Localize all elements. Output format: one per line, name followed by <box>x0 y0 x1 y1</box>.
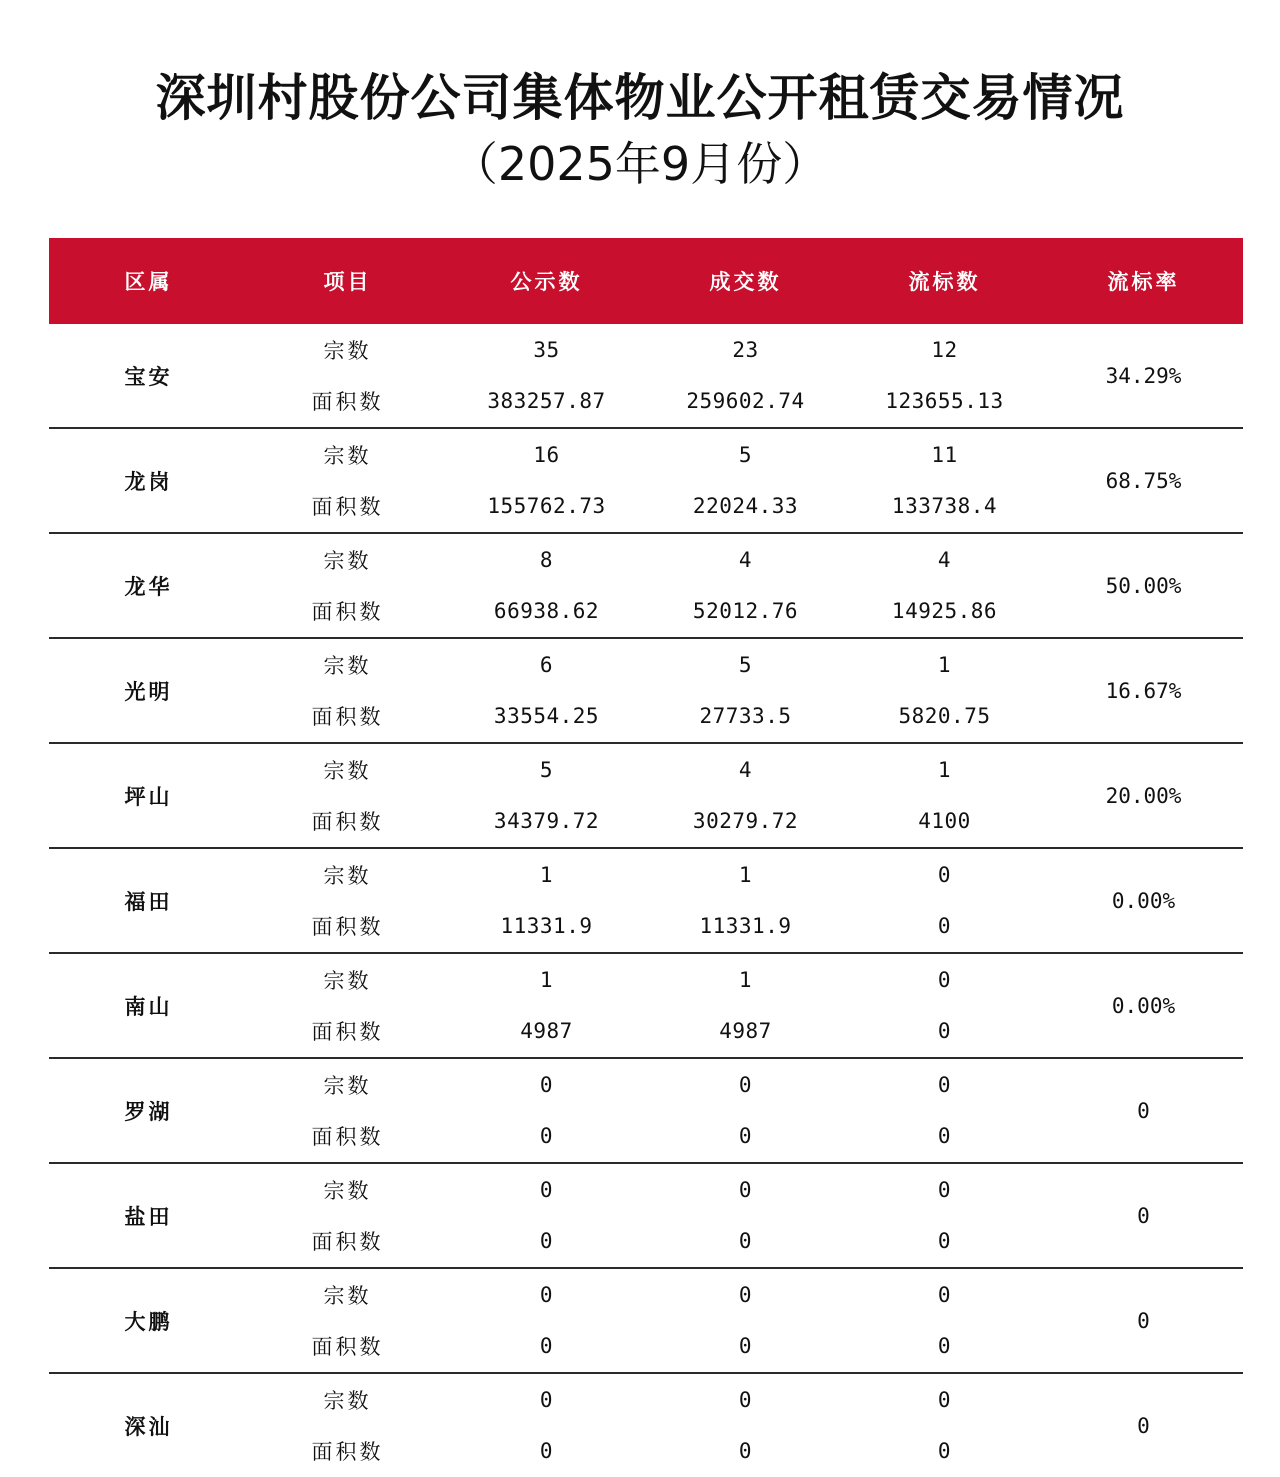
count-label: 宗数 <box>248 1175 447 1205</box>
area-failed-cell: 14925.86 <box>845 599 1044 623</box>
area-subrow <box>248 586 1044 638</box>
count-label: 宗数 <box>248 965 447 995</box>
count-label: 宗数 <box>248 1280 447 1310</box>
table-row <box>49 744 1243 849</box>
area-closed-cell: 259602.74 <box>646 389 845 413</box>
area-published-cell: 11331.9 <box>447 914 646 938</box>
area-subrow <box>248 1006 1044 1058</box>
count-label: 宗数 <box>248 860 447 890</box>
failure-rate-cell: 50.00% <box>1044 534 1243 637</box>
area-subrow <box>248 1216 1044 1268</box>
area-label: 面积数 <box>248 701 447 731</box>
area-failed-cell: 0 <box>845 1019 1044 1043</box>
header-published: 公示数 <box>447 266 646 296</box>
district-cell: 龙岗 <box>49 429 248 532</box>
area-failed-cell: 4100 <box>845 809 1044 833</box>
district-cell: 光明 <box>49 639 248 742</box>
count-failed-cell: 1 <box>845 758 1044 782</box>
count-subrow <box>248 639 1044 691</box>
count-closed-cell: 1 <box>646 968 845 992</box>
table-row <box>49 429 1243 534</box>
count-failed-cell: 0 <box>845 1283 1044 1307</box>
page-subtitle: （2025年9月份） <box>0 132 1280 196</box>
area-failed-cell: 0 <box>845 1334 1044 1358</box>
area-failed-cell: 0 <box>845 1439 1044 1463</box>
header-failed: 流标数 <box>845 266 1044 296</box>
count-subrow <box>248 954 1044 1006</box>
area-published-cell: 66938.62 <box>447 599 646 623</box>
count-closed-cell: 4 <box>646 758 845 782</box>
count-failed-cell: 0 <box>845 1388 1044 1412</box>
count-subrow <box>248 1059 1044 1111</box>
count-closed-cell: 4 <box>646 548 845 572</box>
failure-rate-cell: 0 <box>1044 1269 1243 1372</box>
district-cell: 龙华 <box>49 534 248 637</box>
table-row <box>49 324 1243 429</box>
count-failed-cell: 0 <box>845 863 1044 887</box>
area-failed-cell: 123655.13 <box>845 389 1044 413</box>
failure-rate-cell: 0 <box>1044 1164 1243 1267</box>
district-cell: 宝安 <box>49 324 248 427</box>
failure-rate-cell: 0.00% <box>1044 849 1243 952</box>
count-failed-cell: 1 <box>845 653 1044 677</box>
area-subrow <box>248 691 1044 743</box>
count-subrow <box>248 1374 1044 1426</box>
count-published-cell: 0 <box>447 1073 646 1097</box>
area-closed-cell: 30279.72 <box>646 809 845 833</box>
count-closed-cell: 0 <box>646 1178 845 1202</box>
count-subrow <box>248 849 1044 901</box>
count-closed-cell: 0 <box>646 1283 845 1307</box>
area-label: 面积数 <box>248 386 447 416</box>
rental-transaction-table <box>49 238 1243 1477</box>
count-closed-cell: 0 <box>646 1073 845 1097</box>
count-published-cell: 5 <box>447 758 646 782</box>
area-published-cell: 0 <box>447 1124 646 1148</box>
count-label: 宗数 <box>248 440 447 470</box>
table-row <box>49 534 1243 639</box>
area-label: 面积数 <box>248 1226 447 1256</box>
table-row <box>49 849 1243 954</box>
area-published-cell: 34379.72 <box>447 809 646 833</box>
page-title: 深圳村股份公司集体物业公开租赁交易情况 <box>0 60 1280 136</box>
failure-rate-cell: 20.00% <box>1044 744 1243 847</box>
area-subrow <box>248 901 1044 953</box>
area-label: 面积数 <box>248 911 447 941</box>
area-subrow <box>248 1111 1044 1163</box>
area-subrow <box>248 481 1044 533</box>
area-published-cell: 0 <box>447 1334 646 1358</box>
area-published-cell: 0 <box>447 1229 646 1253</box>
count-published-cell: 6 <box>447 653 646 677</box>
failure-rate-cell: 34.29% <box>1044 324 1243 427</box>
failure-rate-cell: 0 <box>1044 1374 1243 1477</box>
area-subrow <box>248 1426 1044 1477</box>
count-published-cell: 35 <box>447 338 646 362</box>
district-cell: 大鹏 <box>49 1269 248 1372</box>
area-label: 面积数 <box>248 1436 447 1466</box>
area-subrow <box>248 796 1044 848</box>
count-subrow <box>248 1269 1044 1321</box>
area-failed-cell: 0 <box>845 1124 1044 1148</box>
failure-rate-cell: 0.00% <box>1044 954 1243 1057</box>
area-closed-cell: 52012.76 <box>646 599 845 623</box>
area-closed-cell: 0 <box>646 1229 845 1253</box>
header-closed: 成交数 <box>646 266 845 296</box>
count-label: 宗数 <box>248 545 447 575</box>
district-cell: 坪山 <box>49 744 248 847</box>
area-subrow <box>248 1321 1044 1373</box>
count-label: 宗数 <box>248 1070 447 1100</box>
count-closed-cell: 5 <box>646 443 845 467</box>
header-failure-rate: 流标率 <box>1044 266 1243 296</box>
area-label: 面积数 <box>248 491 447 521</box>
count-failed-cell: 0 <box>845 1178 1044 1202</box>
failure-rate-cell: 68.75% <box>1044 429 1243 532</box>
area-label: 面积数 <box>248 806 447 836</box>
area-label: 面积数 <box>248 596 447 626</box>
count-published-cell: 8 <box>447 548 646 572</box>
area-published-cell: 155762.73 <box>447 494 646 518</box>
area-published-cell: 33554.25 <box>447 704 646 728</box>
count-label: 宗数 <box>248 1385 447 1415</box>
table-row <box>49 1374 1243 1477</box>
area-failed-cell: 0 <box>845 1229 1044 1253</box>
count-closed-cell: 0 <box>646 1388 845 1412</box>
failure-rate-cell: 0 <box>1044 1059 1243 1162</box>
table-row <box>49 1059 1243 1164</box>
table-row <box>49 954 1243 1059</box>
count-published-cell: 0 <box>447 1283 646 1307</box>
count-label: 宗数 <box>248 650 447 680</box>
area-published-cell: 0 <box>447 1439 646 1463</box>
table-row <box>49 1269 1243 1374</box>
area-closed-cell: 11331.9 <box>646 914 845 938</box>
count-failed-cell: 11 <box>845 443 1044 467</box>
table-row <box>49 639 1243 744</box>
district-cell: 福田 <box>49 849 248 952</box>
table-body <box>49 324 1243 1477</box>
count-published-cell: 1 <box>447 863 646 887</box>
count-subrow <box>248 534 1044 586</box>
count-label: 宗数 <box>248 755 447 785</box>
count-failed-cell: 0 <box>845 1073 1044 1097</box>
area-closed-cell: 0 <box>646 1439 845 1463</box>
count-published-cell: 0 <box>447 1178 646 1202</box>
table-row <box>49 1164 1243 1269</box>
table-header <box>49 238 1243 324</box>
area-closed-cell: 27733.5 <box>646 704 845 728</box>
count-closed-cell: 23 <box>646 338 845 362</box>
area-label: 面积数 <box>248 1016 447 1046</box>
area-failed-cell: 0 <box>845 914 1044 938</box>
count-subrow <box>248 1164 1044 1216</box>
area-published-cell: 4987 <box>447 1019 646 1043</box>
header-district: 区属 <box>49 266 248 296</box>
area-label: 面积数 <box>248 1121 447 1151</box>
count-failed-cell: 0 <box>845 968 1044 992</box>
area-subrow <box>248 376 1044 428</box>
area-closed-cell: 0 <box>646 1334 845 1358</box>
header-item: 项目 <box>248 266 447 296</box>
count-subrow <box>248 429 1044 481</box>
count-published-cell: 1 <box>447 968 646 992</box>
count-failed-cell: 4 <box>845 548 1044 572</box>
count-failed-cell: 12 <box>845 338 1044 362</box>
area-failed-cell: 5820.75 <box>845 704 1044 728</box>
area-closed-cell: 22024.33 <box>646 494 845 518</box>
area-closed-cell: 4987 <box>646 1019 845 1043</box>
failure-rate-cell: 16.67% <box>1044 639 1243 742</box>
district-cell: 罗湖 <box>49 1059 248 1162</box>
count-label: 宗数 <box>248 335 447 365</box>
district-cell: 盐田 <box>49 1164 248 1267</box>
area-closed-cell: 0 <box>646 1124 845 1148</box>
count-subrow <box>248 324 1044 376</box>
count-closed-cell: 5 <box>646 653 845 677</box>
area-published-cell: 383257.87 <box>447 389 646 413</box>
district-cell: 深汕 <box>49 1374 248 1477</box>
count-closed-cell: 1 <box>646 863 845 887</box>
count-published-cell: 0 <box>447 1388 646 1412</box>
area-failed-cell: 133738.4 <box>845 494 1044 518</box>
count-subrow <box>248 744 1044 796</box>
count-published-cell: 16 <box>447 443 646 467</box>
area-label: 面积数 <box>248 1331 447 1361</box>
district-cell: 南山 <box>49 954 248 1057</box>
